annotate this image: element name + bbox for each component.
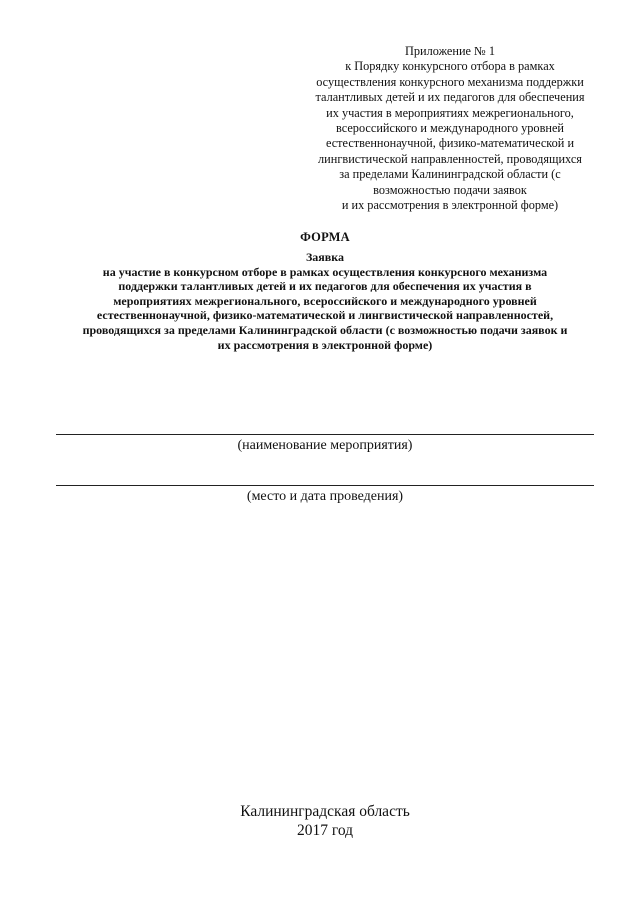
appendix-line: возможностью подачи заявок (373, 182, 527, 197)
event-name-field (56, 434, 594, 455)
appendix-line: за пределами Калининградской области (с (339, 167, 561, 182)
application-line: на участие в конкурсном отборе в рамках осуществления конкурсного механизма (102, 264, 548, 279)
appendix-line: талантливых детей и их педагогов для обеспечения (315, 90, 585, 105)
footer-year: 2017 год (296, 822, 354, 839)
event-place-date-caption: (место и дата проведения) (246, 489, 404, 504)
application-line: мероприятиях межрегионального, всероссийского и международного уровней (113, 293, 537, 308)
event-place-date-underline (56, 485, 594, 486)
form-title: ФОРМА (300, 230, 350, 244)
appendix-line: к Порядку конкурсного отбора в рамках (345, 59, 555, 74)
appendix-line: и их рассмотрения в электронной форме) (341, 198, 559, 213)
appendix-line: лингвистической направленностей, проводящихся (318, 151, 582, 166)
appendix-line: всероссийского и международного уровней (336, 121, 564, 136)
event-name-caption: (наименование мероприятия) (237, 438, 413, 453)
application-line: проводящихся за пределами Калининградской области (с возможностью подачи заявок и (82, 322, 568, 337)
appendix-line: осуществления конкурсного механизма поддержки (316, 74, 584, 89)
event-place-date-field (56, 485, 594, 506)
application-line: естественнонаучной, физико-математической и лингвистической направленностей, (96, 308, 554, 323)
document-footer (0, 802, 640, 840)
application-title (50, 250, 600, 352)
appendix-line: Приложение № 1 (404, 44, 496, 58)
appendix-line: их участия в мероприятиях межрегионального, (326, 105, 574, 120)
application-line: их рассмотрения в электронной форме) (217, 337, 433, 352)
application-line: поддержки талантливых детей и их педагогов для обеспечения их участия в (118, 279, 532, 294)
application-heading: Заявка (305, 250, 345, 264)
footer-region: Калининградская область (240, 803, 410, 820)
appendix-line: естественнонаучной, физико-математической и (325, 136, 575, 151)
event-name-underline (56, 434, 594, 435)
appendix-header (290, 44, 610, 213)
